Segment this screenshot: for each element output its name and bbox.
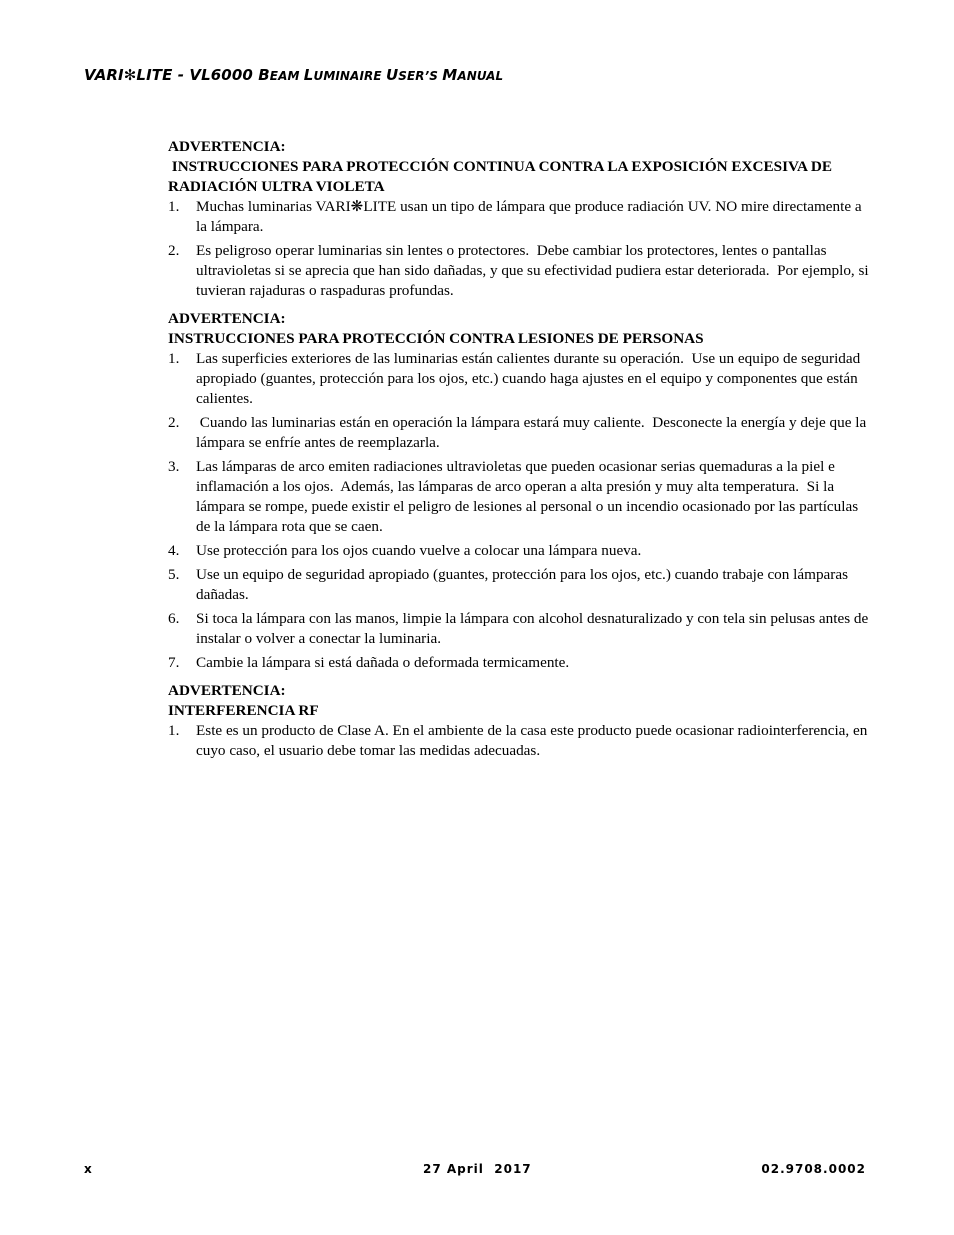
item-number: 5. <box>168 566 180 583</box>
warning-list <box>168 349 874 673</box>
manual-title-word-1: BEAM <box>258 66 304 84</box>
item-number: 1. <box>168 350 180 367</box>
warning-section-rf <box>168 681 874 761</box>
item-number: 1. <box>168 198 180 215</box>
item-text: Use un equipo de seguridad apropiado (guantes, protección para los ojos, etc.) cuando trabaje con lámparas dañadas. <box>196 566 852 603</box>
list-item <box>168 457 874 537</box>
list-item <box>168 241 874 301</box>
vari-lite-star-icon: ✻ <box>123 66 137 84</box>
warning-list <box>168 197 874 301</box>
list-item <box>168 197 874 237</box>
item-number: 2. <box>168 242 180 259</box>
warning-label: ADVERTENCIA: <box>168 682 286 699</box>
running-head-brand-b: LITE - VL6000 <box>136 66 259 84</box>
page-body <box>168 137 874 769</box>
item-number: 2. <box>168 414 180 431</box>
item-text: Muchas luminarias VARI❋LITE usan un tipo de lámpara que produce radiación UV. NO mire directamente a la lámpara. <box>196 198 866 235</box>
list-item <box>168 609 874 649</box>
warning-list <box>168 721 874 761</box>
item-text: Cambie la lámpara si está dañada o deformada termicamente. <box>196 654 570 671</box>
item-text: Use protección para los ojos cuando vuelve a colocar una lámpara nueva. <box>196 542 642 559</box>
list-item <box>168 413 874 453</box>
item-text: Si toca la lámpara con las manos, limpie la lámpara con alcohol desnaturalizado y con tela sin pelusas antes de instalar o volver a conectar la luminaria. <box>196 610 873 647</box>
item-number: 4. <box>168 542 180 559</box>
item-text: Las lámparas de arco emiten radiaciones ultravioletas que pueden ocasionar serias quemaduras a la piel e inflamación a los ojos. Además, las lámparas de arco operan a alta presión y muy alta temperatura. Si la lámpara se rompe, puede existir el peligro de lesiones al personal o un incendio ocasionado por las partículas de la lámpara rota que se caen. <box>196 458 862 535</box>
footer-document-number: 02.9708.0002 <box>761 1162 866 1176</box>
list-item <box>168 349 874 409</box>
warning-label: ADVERTENCIA: <box>168 138 286 155</box>
manual-title-word-4: MANUAL <box>442 66 504 84</box>
list-item <box>168 721 874 761</box>
running-head <box>84 66 503 84</box>
footer-page-number: x <box>84 1162 93 1176</box>
warning-label: ADVERTENCIA: <box>168 310 286 327</box>
item-number: 1. <box>168 722 180 739</box>
item-text: Este es un producto de Clase A. En el ambiente de la casa este producto puede ocasionar radiointerferencia, en cuyo caso, el usuario debe tomar las medidas adecuadas. <box>196 722 872 759</box>
item-number: 6. <box>168 610 180 627</box>
item-text: Cuando las luminarias están en operación la lámpara estará muy caliente. Desconecte la energía y deje que la lámpara se enfríe antes de reemplazarla. <box>196 414 871 451</box>
footer-date: 27 April 2017 <box>423 1162 532 1176</box>
list-item <box>168 653 874 673</box>
warning-section-uv <box>168 137 874 301</box>
manual-title-word-2: LUMINAIRE <box>303 66 386 84</box>
list-item <box>168 565 874 605</box>
warning-title: INSTRUCCIONES PARA PROTECCIÓN CONTINUA CONTRA LA EXPOSICIÓN EXCESIVA DE RADIACIÓN ULTRA VIOLETA <box>168 158 836 195</box>
manual-title-word-3: USER’S <box>385 66 443 84</box>
warning-title: INSTRUCCIONES PARA PROTECCIÓN CONTRA LESIONES DE PERSONAS <box>168 330 704 347</box>
item-number: 3. <box>168 458 180 475</box>
warning-section-injury <box>168 309 874 673</box>
item-text: Es peligroso operar luminarias sin lentes o protectores. Debe cambiar los protectores, lentes o pantallas ultravioletas si se aprecia que han sido dañadas, y que su efectividad pudiera estar deteriorada. Por ejemplo, si tuvieran rajaduras o raspaduras profundas. <box>196 242 873 299</box>
running-head-brand-a: VARI <box>84 66 124 84</box>
list-item <box>168 541 874 561</box>
warning-title: INTERFERENCIA RF <box>168 702 319 719</box>
item-number: 7. <box>168 654 180 671</box>
item-text: Las superficies exteriores de las luminarias están calientes durante su operación. Use un equipo de seguridad apropiado (guantes, protección para los ojos, etc.) cuando haga ajustes en el equipo y componentes que están calientes. <box>196 350 865 407</box>
